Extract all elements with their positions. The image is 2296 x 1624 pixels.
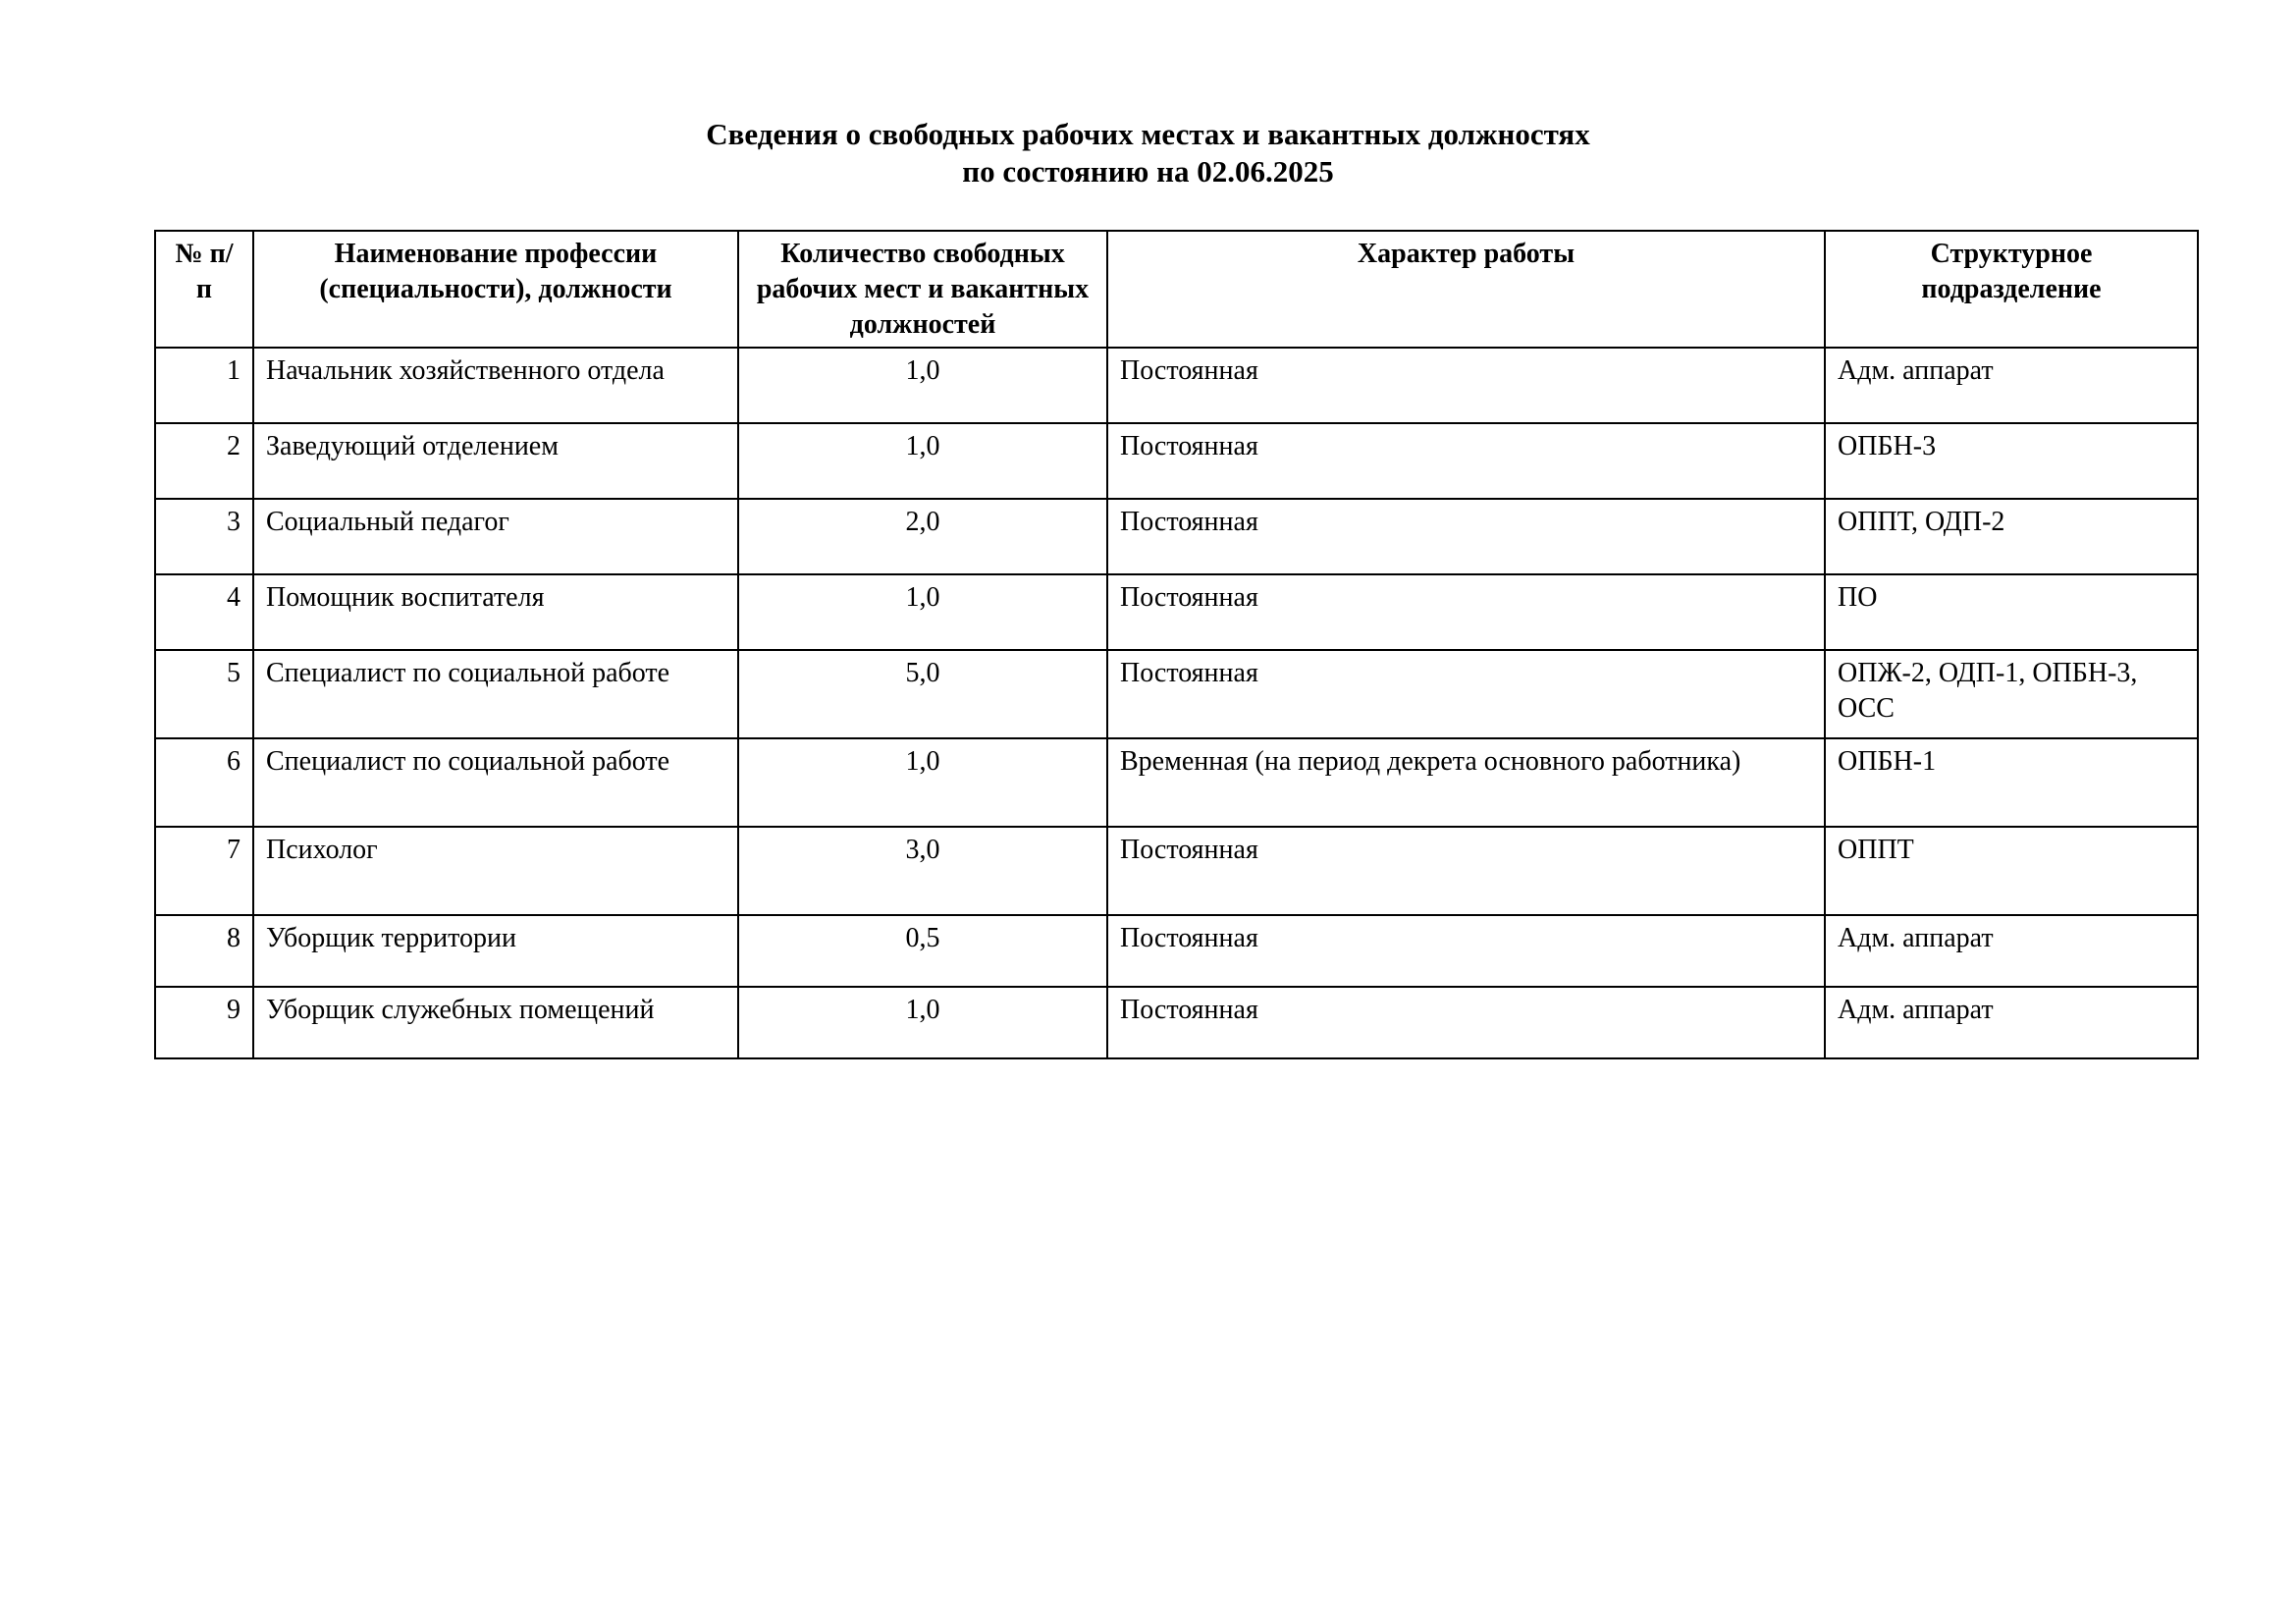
cell-work-type: Постоянная (1107, 827, 1825, 915)
cell-num: 2 (155, 423, 253, 499)
cell-count: 0,5 (738, 915, 1107, 987)
cell-department: ОПЖ-2, ОДП-1, ОПБН-3, ОСС (1825, 650, 2198, 738)
cell-num: 9 (155, 987, 253, 1058)
cell-position: Помощник воспитателя (253, 574, 738, 650)
header-work-type: Характер работы (1107, 231, 1825, 348)
table-row (155, 348, 2198, 423)
cell-num: 5 (155, 650, 253, 738)
cell-position: Уборщик территории (253, 915, 738, 987)
cell-department: ПО (1825, 574, 2198, 650)
cell-department: Адм. аппарат (1825, 348, 2198, 423)
cell-num: 3 (155, 499, 253, 574)
header-num: № п/п (155, 231, 253, 348)
cell-num: 4 (155, 574, 253, 650)
cell-department: ОППТ, ОДП-2 (1825, 499, 2198, 574)
table-row (155, 915, 2198, 987)
cell-position: Уборщик служебных помещений (253, 987, 738, 1058)
cell-count: 1,0 (738, 423, 1107, 499)
table-row (155, 827, 2198, 915)
cell-department: ОПБН-1 (1825, 738, 2198, 827)
cell-work-type: Временная (на период декрета основного работника) (1107, 738, 1825, 827)
table-row (155, 499, 2198, 574)
cell-work-type: Постоянная (1107, 987, 1825, 1058)
table-header-row (155, 231, 2198, 348)
cell-work-type: Постоянная (1107, 650, 1825, 738)
title-line-2: по состоянию на 02.06.2025 (962, 154, 1334, 189)
cell-count: 1,0 (738, 738, 1107, 827)
cell-position: Социальный педагог (253, 499, 738, 574)
cell-position: Специалист по социальной работе (253, 738, 738, 827)
cell-department: ОПБН-3 (1825, 423, 2198, 499)
table-row (155, 574, 2198, 650)
cell-num: 6 (155, 738, 253, 827)
cell-work-type: Постоянная (1107, 574, 1825, 650)
cell-num: 7 (155, 827, 253, 915)
document-title (0, 116, 2296, 190)
cell-position: Специалист по социальной работе (253, 650, 738, 738)
header-position: Наименование профессии (специальности), должности (253, 231, 738, 348)
title-line-1: Сведения о свободных рабочих местах и вакантных должностях (706, 117, 1590, 151)
cell-position: Начальник хозяйственного отдела (253, 348, 738, 423)
cell-count: 3,0 (738, 827, 1107, 915)
cell-count: 5,0 (738, 650, 1107, 738)
cell-work-type: Постоянная (1107, 423, 1825, 499)
cell-work-type: Постоянная (1107, 348, 1825, 423)
table-row (155, 987, 2198, 1058)
vacancies-table (154, 230, 2199, 1059)
cell-department: ОППТ (1825, 827, 2198, 915)
cell-count: 1,0 (738, 348, 1107, 423)
table-row (155, 650, 2198, 738)
header-count: Количество свободных рабочих мест и вакантных должностей (738, 231, 1107, 348)
header-department: Структурное подразделение (1825, 231, 2198, 348)
table-row (155, 423, 2198, 499)
cell-work-type: Постоянная (1107, 915, 1825, 987)
cell-count: 1,0 (738, 574, 1107, 650)
cell-num: 8 (155, 915, 253, 987)
cell-department: Адм. аппарат (1825, 987, 2198, 1058)
cell-department: Адм. аппарат (1825, 915, 2198, 987)
cell-count: 1,0 (738, 987, 1107, 1058)
cell-position: Заведующий отделением (253, 423, 738, 499)
cell-count: 2,0 (738, 499, 1107, 574)
cell-num: 1 (155, 348, 253, 423)
table-row (155, 738, 2198, 827)
cell-work-type: Постоянная (1107, 499, 1825, 574)
cell-position: Психолог (253, 827, 738, 915)
